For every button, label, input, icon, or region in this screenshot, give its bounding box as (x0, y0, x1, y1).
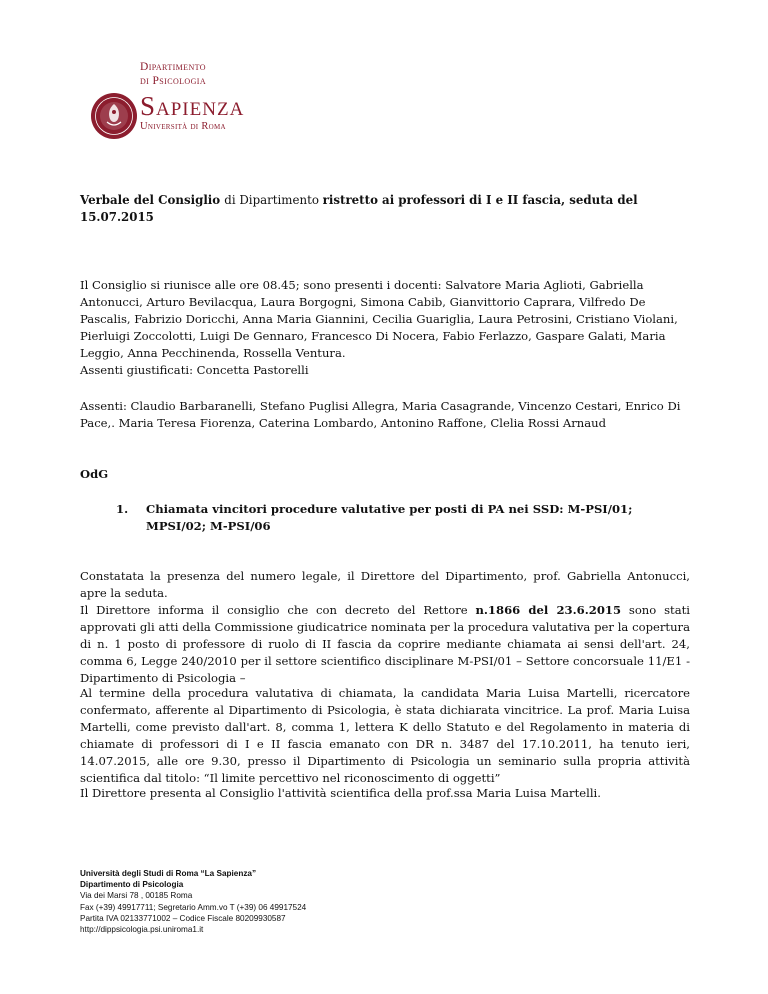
footer-url: http://dippsicologia.psi.uniroma1.it (80, 925, 204, 935)
brand-name: Sapienza (140, 91, 245, 121)
department-line-2: di Psicologia (140, 75, 207, 87)
attendees-paragraph: Il Consiglio si riunisce alle ore 08.45; sono presenti i docenti: Salvatore Maria Aglioti, Gabriella Antonucci, Arturo Bevilacqua, Laura Borgogni, Simona Cabib, Gianvittorio Caprara, Vilfredo De Pascalis, Fabrizio Doricchi, Anna Maria Giannini, Cecilia Guariglia, Laura Petrosini, Cristiano Violani, Pierluigi Zoccolotti, Luigi De Gennaro, Francesco Di Nocera, Fabio Ferlazzo, Gaspare Galati, Maria Leggio, Anna Pecchinenda, Rossella Ventura. (80, 278, 678, 360)
department-name (140, 60, 206, 88)
footer-university: Università degli Studi di Roma “La Sapienza” (80, 869, 257, 878)
document-title (80, 192, 690, 226)
decree-number: n.1866 del 23.6.2015 (475, 603, 622, 617)
title-normal: di Dipartimento (224, 193, 323, 207)
justified-absences: Assenti giustificati: Concetta Pastorelli (80, 363, 309, 377)
footer-phone: Fax (+39) 49917711; Segretario Amm.vo T (+39) 06 49917524 (80, 902, 307, 912)
procedure-paragraph: Al termine della procedura valutativa di chiamata, la candidata Maria Luisa Martelli, ricercatore confermato, afferente al Dipartimento di Psicologia, è stata dichiarata vincitrice. La prof. Maria Luisa Martelli, come previsto dall'art. 8, comma 1, lettera K dello Statuto e del Regolamento in materia di chiamate di professori di I e II fascia emanato con DR n. 3487 del 17.10.2011, ha tenuto ieri, 14.07.2015, alle ore 9.30, presso il Dipartimento di Psicologia un seminario sulla propria attività scientifica dal titolo: “Il limite percettivo nel riconoscimento di oggetti” (80, 686, 690, 785)
absences-paragraph: Assenti: Claudio Barbaranelli, Stefano Puglisi Allegra, Maria Casagrande, Vincenzo Cestari, Enrico Di Pace,. Maria Teresa Fiorenza, Caterina Lombardo, Antonino Raffone, Clelia Rossi Arnaud (80, 399, 681, 430)
presentation-paragraph: Il Direttore presenta al Consiglio l'attività scientifica della prof.ssa Maria Luisa Martelli. (80, 786, 601, 800)
footer (80, 868, 306, 935)
sapienza-seal-icon (90, 92, 138, 140)
agenda-item-text: Chiamata vincitori procedure valutative per posti di PA nei SSD: M-PSI/01; MPSI/02; M-PSI/06 (146, 502, 633, 533)
title-bold-2: ristretto ai professori di I e II fascia, seduta del 15.07.2015 (80, 193, 638, 224)
agenda-heading: OdG (80, 467, 109, 481)
department-line-1: Dipartimento (140, 61, 206, 73)
title-bold-1: Verbale del Consiglio (80, 193, 225, 207)
footer-department: Dipartimento di Psicologia (80, 880, 184, 890)
agenda-item-number: 1. (116, 502, 129, 516)
agenda-item-1 (116, 501, 696, 535)
brand-subtitle: Università di Roma (140, 121, 226, 132)
university-brand (140, 92, 244, 132)
footer-tax: Partita IVA 02133771002 – Codice Fiscale 80209930587 (80, 913, 286, 923)
quorum-paragraph: Constatata la presenza del numero legale, il Direttore del Dipartimento, prof. Gabriella Antonucci, apre la seduta. (80, 569, 690, 600)
decree-paragraph (80, 602, 690, 687)
decree-text-b: sono stati approvati gli atti della Commissione giudicatrice nominata per la procedura valutativa per la copertura di n. 1 posto di professore di ruolo di II fascia da coprire mediante chiamata ai sensi dell'art. 24, comma 6, Legge 240/2010 per il settore scientifico disciplinare M-PSI/01 – Settore concorsuale 11/E1 - Dipartimento di Psicologia – (80, 603, 690, 685)
footer-address: Via dei Marsi 78 , 00185 Roma (80, 891, 193, 901)
decree-text-a: Il Direttore informa il consiglio che con decreto del Rettore (80, 603, 476, 617)
